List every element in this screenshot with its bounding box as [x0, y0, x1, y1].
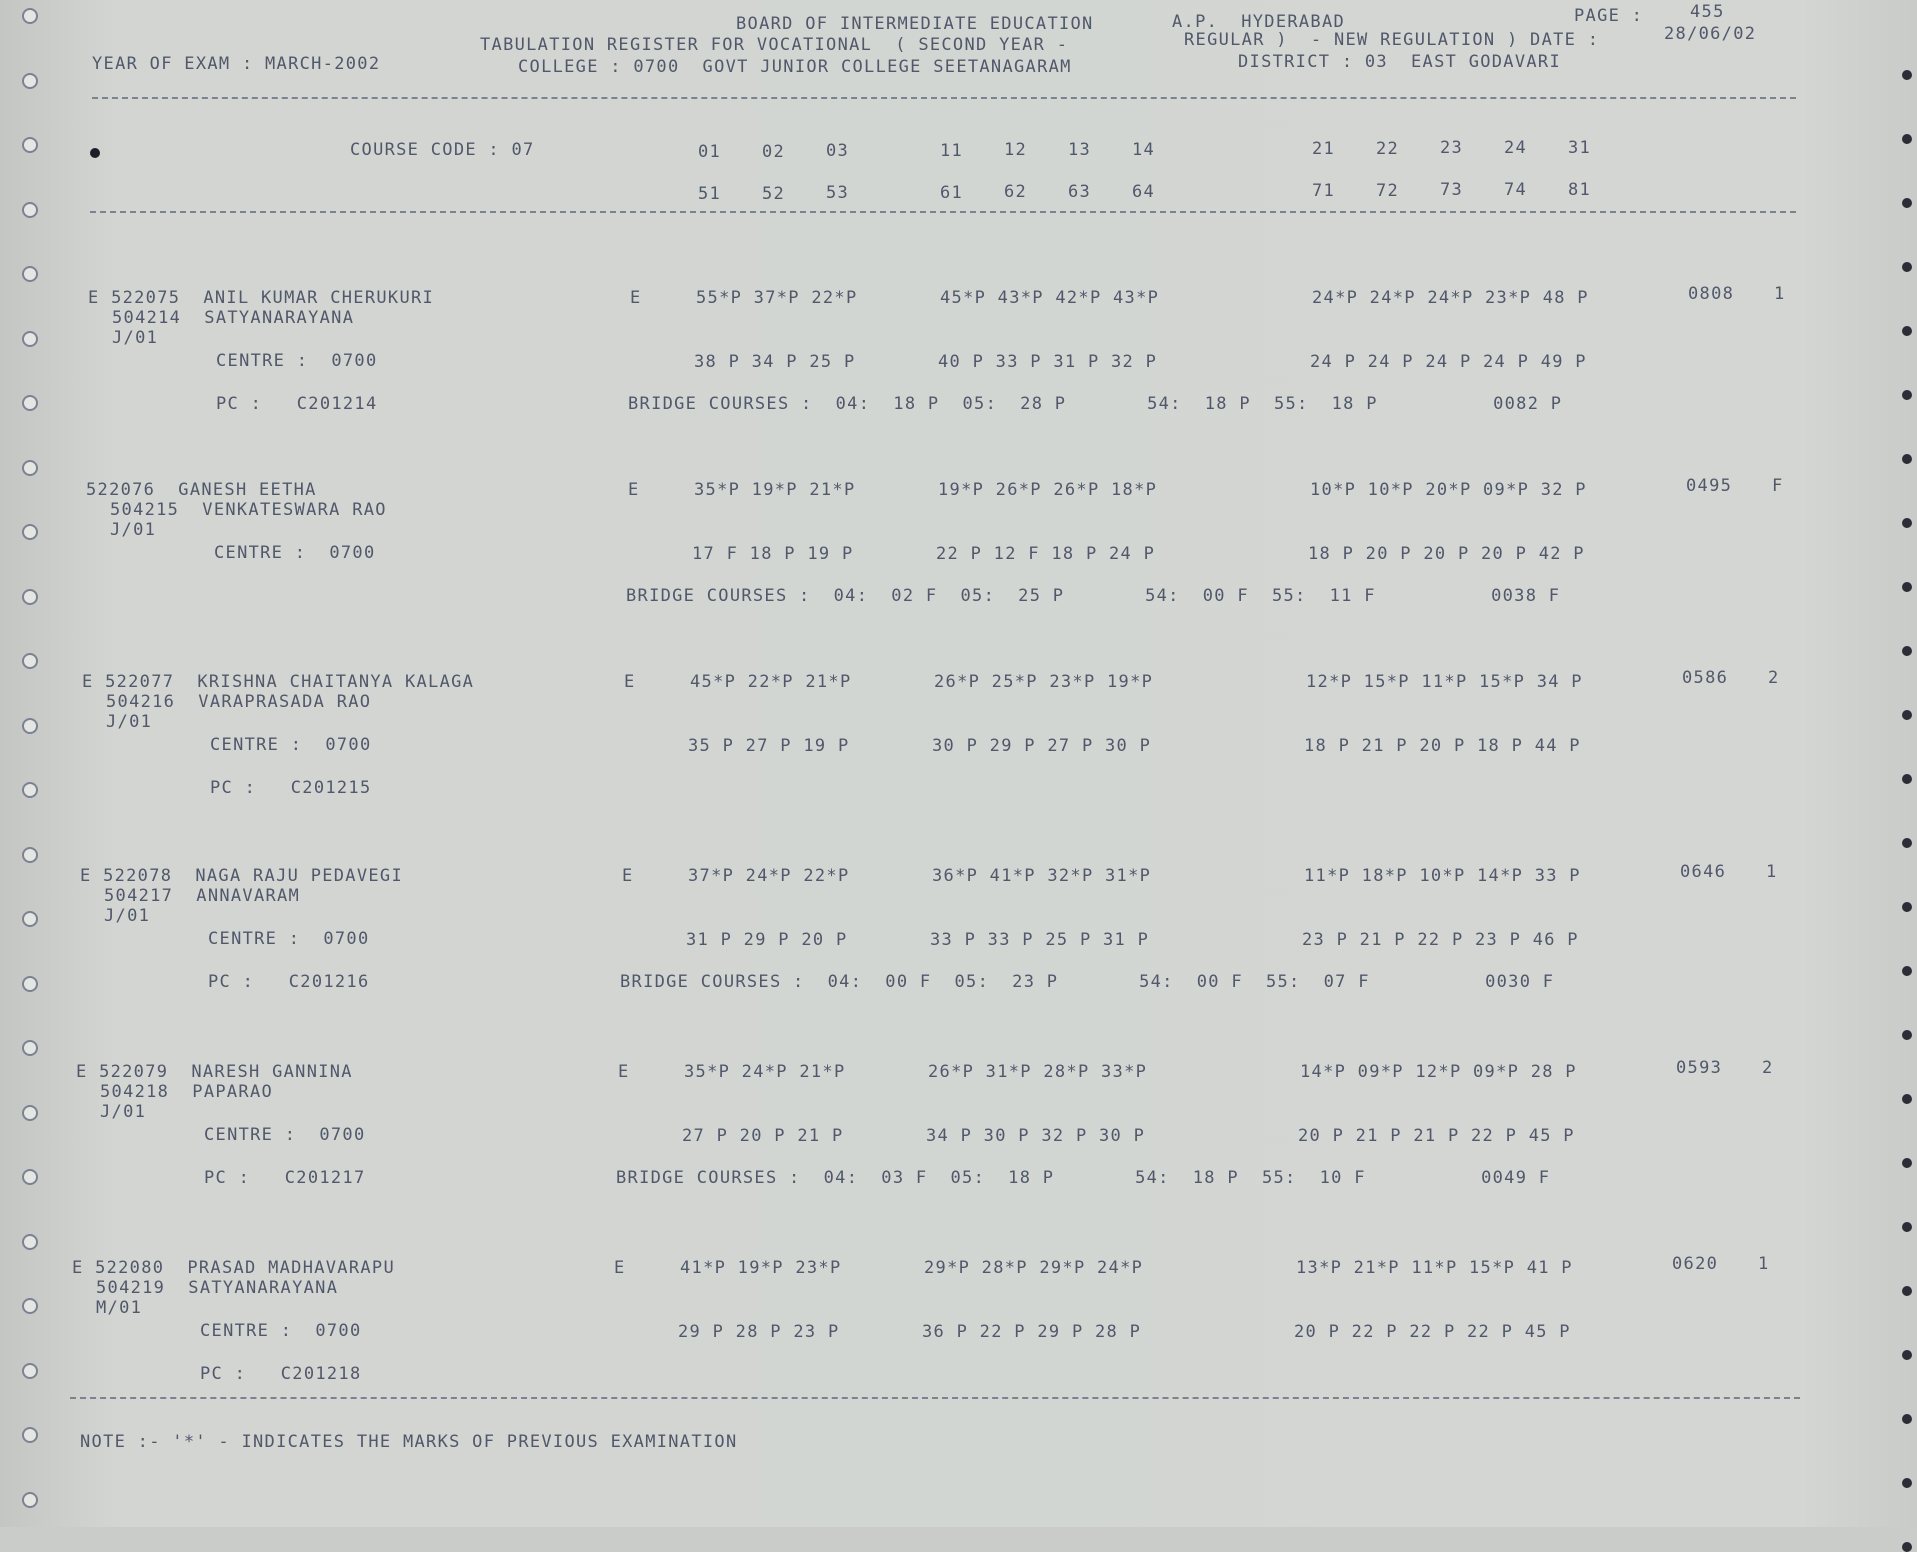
bridge-courses: BRIDGE COURSES : 04: 18 P 05: 28 P 54: 18 P 55: 18 P 0082 P [628, 394, 1563, 414]
feed-hole [22, 266, 38, 282]
print-mark [90, 148, 100, 158]
student-group: J/01 [100, 1102, 147, 1122]
feed-hole [22, 73, 38, 89]
student-roll-and-name: E 522079 NARESH GANNINA [76, 1062, 353, 1082]
second-year-marks-a: 31 P 29 P 20 P [686, 930, 848, 950]
first-year-marks-c: 13*P 21*P 11*P 15*P 41 P [1296, 1258, 1573, 1278]
feed-hole [22, 847, 38, 863]
medium: E [614, 1258, 626, 1278]
student-centre: CENTRE : 0700 [200, 1321, 362, 1341]
student-group: J/01 [106, 712, 153, 732]
header-divider [92, 97, 1796, 99]
first-year-marks-b: 26*P 25*P 23*P 19*P [934, 672, 1154, 692]
first-year-marks-a: 35*P 19*P 21*P [694, 480, 856, 500]
regulation-and-date-label: REGULAR ) - NEW REGULATION ) DATE : [1184, 30, 1600, 50]
course-code: 53 [826, 183, 850, 204]
first-year-marks-c: 11*P 18*P 10*P 14*P 33 P [1304, 866, 1581, 886]
second-year-marks-a: 29 P 28 P 23 P [678, 1322, 840, 1342]
student-centre: CENTRE : 0700 [216, 351, 378, 371]
board-title: BOARD OF INTERMEDIATE EDUCATION [736, 14, 1094, 34]
student-id-and-father-name: 504219 SATYANARAYANA [96, 1278, 339, 1298]
student-id-and-father-name: 504218 PAPARAO [100, 1082, 274, 1102]
first-year-marks-a: 45*P 22*P 21*P [690, 672, 852, 692]
feed-hole [22, 1492, 38, 1508]
course-code: 11 [940, 140, 964, 161]
student-group: J/01 [104, 906, 151, 926]
first-year-marks-b: 45*P 43*P 42*P 43*P [940, 288, 1160, 308]
course-code: 21 [1312, 139, 1336, 160]
course-code: 61 [940, 182, 964, 203]
feed-hole [1902, 838, 1912, 848]
course-code: 63 [1068, 182, 1092, 202]
course-code: 73 [1440, 180, 1464, 201]
first-year-marks-b: 36*P 41*P 32*P 31*P [932, 866, 1152, 886]
feed-hole [1902, 1030, 1912, 1040]
bridge-courses: BRIDGE COURSES : 04: 00 F 05: 23 P 54: 00 F 55: 07 F 0030 F [620, 972, 1555, 992]
student-group: M/01 [96, 1298, 143, 1318]
first-year-marks-c: 24*P 24*P 24*P 23*P 48 P [1312, 288, 1589, 308]
first-year-marks-a: 55*P 37*P 22*P [696, 288, 858, 308]
first-year-marks-b: 29*P 28*P 29*P 24*P [924, 1258, 1144, 1278]
print-date: 28/06/02 [1664, 24, 1757, 44]
student-roll-and-name: 522076 GANESH EETHA [86, 480, 317, 500]
feed-hole [22, 8, 38, 24]
course-code: 74 [1504, 180, 1528, 200]
course-code: 64 [1132, 181, 1156, 202]
grand-total: 0620 [1672, 1254, 1719, 1274]
bridge-courses: BRIDGE COURSES : 04: 02 F 05: 25 P 54: 00 F 55: 11 F 0038 F [626, 586, 1561, 606]
student-roll-and-name: E 522075 ANIL KUMAR CHERUKURI [88, 288, 435, 308]
feed-hole [22, 976, 38, 992]
feed-hole [1902, 70, 1912, 80]
feed-hole [1902, 966, 1912, 976]
medium: E [622, 866, 634, 886]
feed-hole [22, 202, 38, 218]
feed-hole [22, 524, 38, 540]
course-code: 02 [762, 141, 786, 162]
course-code: 62 [1004, 182, 1028, 203]
second-year-marks-b: 36 P 22 P 29 P 28 P [922, 1322, 1142, 1342]
first-year-marks-b: 19*P 26*P 26*P 18*P [938, 480, 1158, 500]
course-code: 51 [698, 184, 722, 204]
second-year-marks-b: 30 P 29 P 27 P 30 P [932, 736, 1152, 756]
course-code: 12 [1004, 140, 1028, 161]
grand-total: 0808 [1688, 284, 1735, 304]
student-group: J/01 [110, 520, 157, 540]
student-centre: CENTRE : 0700 [204, 1125, 366, 1145]
course-code: 01 [698, 142, 722, 162]
result-code: 2 [1768, 668, 1780, 688]
district-line: DISTRICT : 03 EAST GODAVARI [1238, 52, 1561, 72]
course-code: 81 [1568, 179, 1592, 200]
feed-hole [22, 1234, 38, 1250]
second-year-marks-b: 40 P 33 P 31 P 32 P [938, 352, 1158, 372]
student-centre: CENTRE : 0700 [214, 543, 376, 563]
second-year-marks-a: 17 F 18 P 19 P [692, 544, 854, 564]
first-year-marks-a: 37*P 24*P 22*P [688, 866, 850, 886]
student-pc: PC : C201214 [216, 394, 378, 414]
student-id-and-father-name: 504216 VARAPRASADA RAO [106, 692, 372, 712]
feed-hole [1902, 1158, 1912, 1168]
feed-hole [22, 460, 38, 476]
student-pc: PC : C201218 [200, 1364, 362, 1384]
course-code: 72 [1376, 180, 1400, 201]
feed-hole [1902, 646, 1912, 656]
feed-hole [1902, 1094, 1912, 1104]
first-year-marks-b: 26*P 31*P 28*P 33*P [928, 1062, 1148, 1082]
grand-total: 0593 [1676, 1058, 1723, 1078]
feed-hole [1902, 262, 1912, 272]
register-title: TABULATION REGISTER FOR VOCATIONAL ( SECOND YEAR - [480, 35, 1069, 55]
footer-divider [70, 1397, 1800, 1399]
second-year-marks-b: 22 P 12 F 18 P 24 P [936, 544, 1156, 564]
course-code: 31 [1568, 137, 1592, 158]
feed-hole [22, 911, 38, 927]
feed-hole [22, 331, 38, 347]
bridge-courses: BRIDGE COURSES : 04: 03 F 05: 18 P 54: 18 P 55: 10 F 0049 F [616, 1168, 1551, 1188]
board-location: A.P. HYDERABAD [1172, 12, 1346, 32]
student-roll-and-name: E 522078 NAGA RAJU PEDAVEGI [80, 866, 403, 886]
student-roll-and-name: E 522077 KRISHNA CHAITANYA KALAGA [82, 672, 475, 692]
feed-hole [22, 1105, 38, 1121]
feed-hole [1902, 710, 1912, 720]
second-year-marks-c: 20 P 21 P 21 P 22 P 45 P [1298, 1126, 1575, 1146]
student-group: J/01 [112, 328, 159, 348]
feed-hole [22, 137, 38, 153]
footnote: NOTE :- '*' - INDICATES THE MARKS OF PREVIOUS EXAMINATION [80, 1432, 738, 1452]
student-roll-and-name: E 522080 PRASAD MADHAVARAPU [72, 1258, 395, 1278]
column-header-divider [90, 211, 1796, 213]
feed-hole [22, 782, 38, 798]
first-year-marks-c: 12*P 15*P 11*P 15*P 34 P [1306, 672, 1583, 692]
feed-hole [1902, 198, 1912, 208]
feed-hole [22, 395, 38, 411]
feed-hole [1902, 134, 1912, 144]
second-year-marks-a: 27 P 20 P 21 P [682, 1126, 844, 1146]
first-year-marks-c: 14*P 09*P 12*P 09*P 28 P [1300, 1062, 1577, 1082]
student-centre: CENTRE : 0700 [210, 735, 372, 755]
second-year-marks-a: 35 P 27 P 19 P [688, 736, 850, 756]
second-year-marks-b: 33 P 33 P 25 P 31 P [930, 930, 1150, 950]
feed-hole [22, 1427, 38, 1443]
course-code: 52 [762, 183, 786, 204]
student-pc: PC : C201217 [204, 1168, 366, 1188]
result-code: 1 [1758, 1254, 1770, 1274]
feed-hole [1902, 390, 1912, 400]
feed-hole [22, 1363, 38, 1379]
feed-hole [1902, 1286, 1912, 1296]
course-code-label: COURSE CODE : 07 [350, 140, 535, 160]
course-code: 23 [1440, 138, 1464, 159]
student-pc: PC : C201215 [210, 778, 372, 798]
feed-hole [1902, 1222, 1912, 1232]
student-id-and-father-name: 504215 VENKATESWARA RAO [110, 500, 387, 520]
feed-hole [22, 653, 38, 669]
page-label: PAGE : [1574, 6, 1644, 26]
result-code: 1 [1766, 862, 1778, 882]
second-year-marks-c: 20 P 22 P 22 P 22 P 45 P [1294, 1322, 1571, 1342]
result-code: F [1772, 476, 1784, 496]
feed-hole [1902, 518, 1912, 528]
feed-hole [22, 1169, 38, 1185]
feed-hole [22, 589, 38, 605]
second-year-marks-c: 18 P 20 P 20 P 20 P 42 P [1308, 544, 1585, 564]
student-pc: PC : C201216 [208, 972, 370, 992]
feed-hole [1902, 582, 1912, 592]
feed-hole [1902, 454, 1912, 464]
student-id-and-father-name: 504214 SATYANARAYANA [112, 308, 355, 328]
second-year-marks-c: 23 P 21 P 22 P 23 P 46 P [1302, 930, 1579, 950]
course-code: 22 [1376, 138, 1400, 159]
grand-total: 0586 [1682, 668, 1729, 688]
result-code: 2 [1762, 1058, 1774, 1078]
feed-hole [1902, 902, 1912, 912]
course-code: 71 [1312, 181, 1336, 202]
second-year-marks-a: 38 P 34 P 25 P [694, 352, 856, 372]
student-id-and-father-name: 504217 ANNAVARAM [104, 886, 301, 906]
second-year-marks-b: 34 P 30 P 32 P 30 P [926, 1126, 1146, 1146]
feed-hole [22, 1040, 38, 1056]
second-year-marks-c: 18 P 21 P 20 P 18 P 44 P [1304, 736, 1581, 756]
course-code: 13 [1068, 140, 1092, 160]
first-year-marks-a: 41*P 19*P 23*P [680, 1258, 842, 1278]
feed-hole [22, 1298, 38, 1314]
medium: E [628, 480, 640, 500]
course-code: 14 [1132, 139, 1156, 160]
student-centre: CENTRE : 0700 [208, 929, 370, 949]
grand-total: 0495 [1686, 476, 1733, 496]
feed-hole [1902, 326, 1912, 336]
feed-hole [1902, 774, 1912, 784]
feed-hole [1902, 1350, 1912, 1360]
feed-hole [1902, 1414, 1912, 1424]
course-code: 03 [826, 141, 850, 162]
year-of-exam: YEAR OF EXAM : MARCH-2002 [92, 54, 381, 74]
result-code: 1 [1774, 284, 1786, 304]
course-code: 24 [1504, 138, 1528, 158]
college-line: COLLEGE : 0700 GOVT JUNIOR COLLEGE SEETANAGARAM [518, 57, 1072, 77]
feed-hole [1902, 1542, 1912, 1552]
medium: E [618, 1062, 630, 1082]
second-year-marks-c: 24 P 24 P 24 P 24 P 49 P [1310, 352, 1587, 372]
feed-hole [1902, 1478, 1912, 1488]
medium: E [630, 288, 642, 308]
medium: E [624, 672, 636, 692]
page-number: 455 [1690, 2, 1725, 22]
grand-total: 0646 [1680, 862, 1727, 882]
first-year-marks-a: 35*P 24*P 21*P [684, 1062, 846, 1082]
feed-hole [22, 718, 38, 734]
first-year-marks-c: 10*P 10*P 20*P 09*P 32 P [1310, 480, 1587, 500]
